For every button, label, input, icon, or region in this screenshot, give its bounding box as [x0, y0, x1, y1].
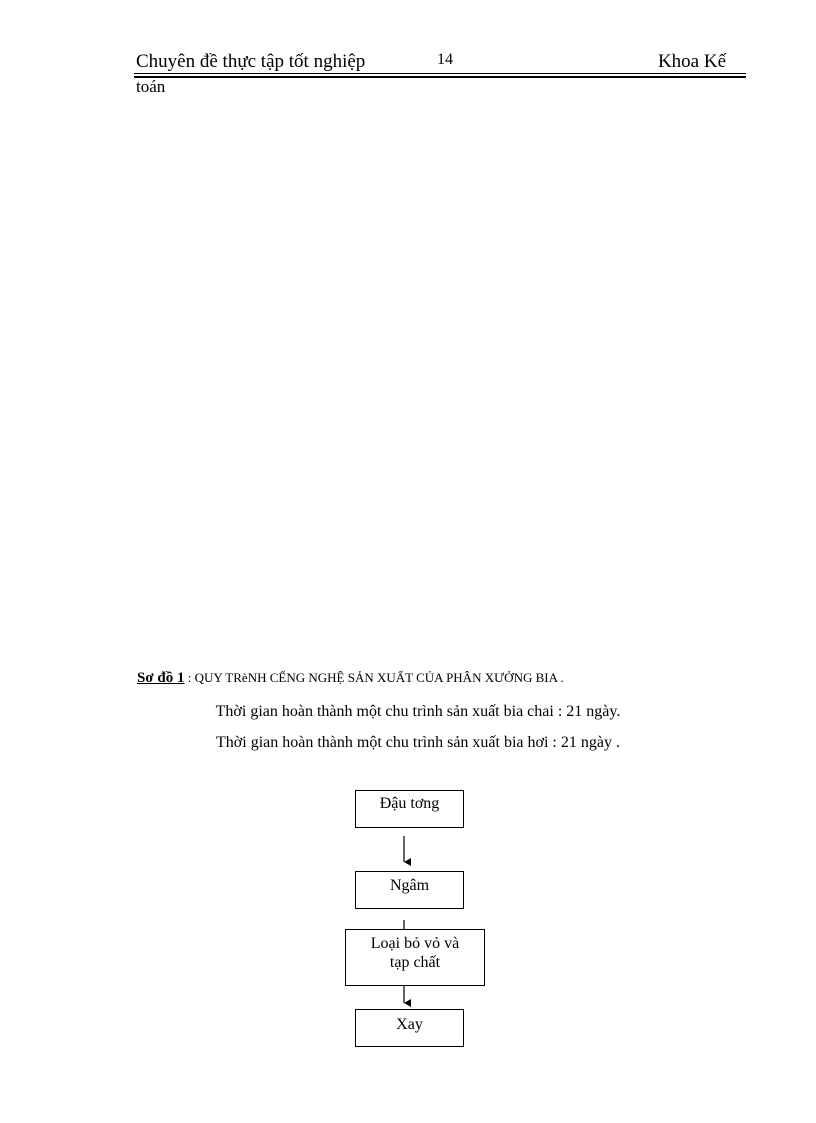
diagram-title: : QUY TRèNH CẾNG NGHỆ SẢN XUẤT CỦA PHÂN XƯỞNG BIA .	[184, 670, 564, 685]
header-title-right: Khoa Kế	[657, 51, 726, 72]
header-title-left: Chuyên đề thực tập tốt nghiệp	[136, 51, 366, 72]
cycle-time-bottled: Thời gian hoàn thành một chu trình sản xuất bia chai : 21 ngày.	[215, 703, 621, 720]
cycle-time-draft: Thời gian hoàn thành một chu trình sản xuất bia hơi : 21 ngày .	[216, 734, 620, 751]
flow-step-grind: Xay	[355, 1009, 464, 1047]
flow-step-soybean: Đậu tơng	[355, 790, 464, 828]
flow-step-remove-husk-line1: Loại bỏ vỏ và	[370, 935, 460, 952]
page-number: 14	[437, 51, 453, 68]
diagram-label: Sơ đồ 1	[137, 670, 185, 686]
flow-step-soak: Ngâm	[355, 871, 464, 909]
flow-step-remove-husk	[345, 929, 485, 986]
flow-step-remove-husk-line2: tạp chất	[389, 954, 441, 971]
header-title-right-continuation: toán	[136, 77, 166, 96]
